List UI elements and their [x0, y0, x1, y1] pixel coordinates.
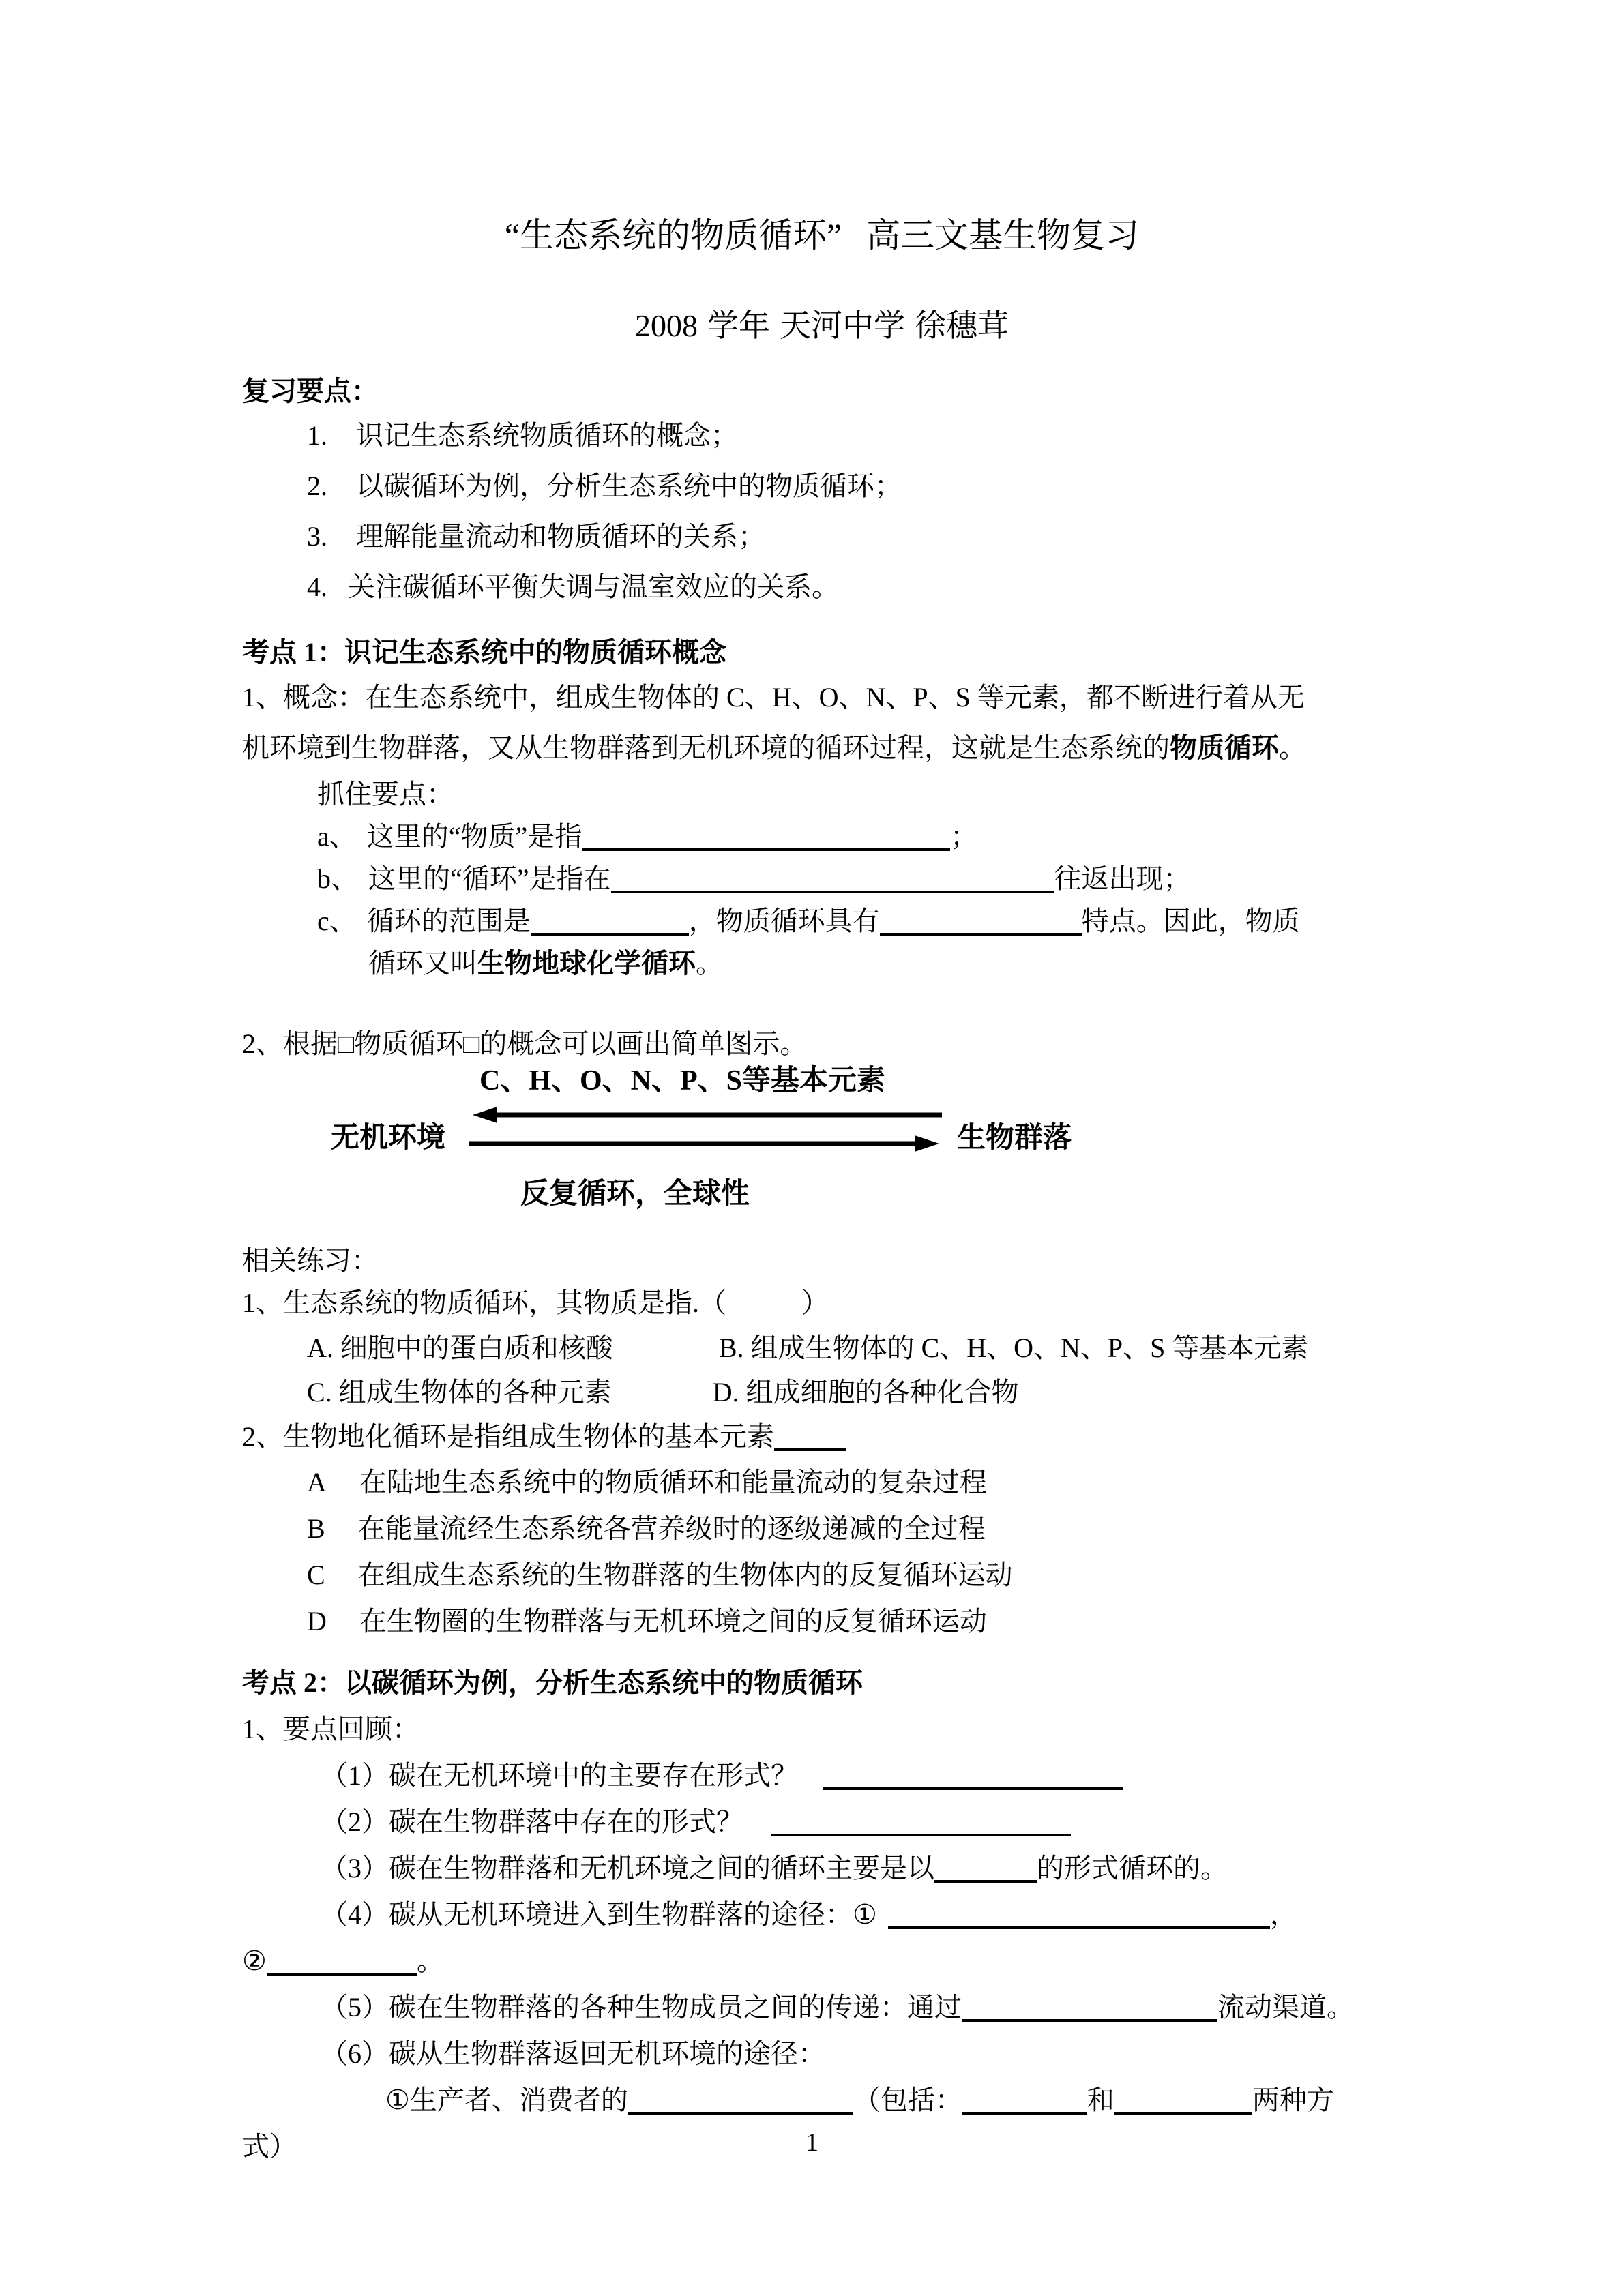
recall-item-4-line-2: ② 。 [242, 1945, 444, 1976]
diagram-node-abiotic-environment: 无机环境 [331, 1122, 446, 1154]
answer-blank [962, 1992, 1217, 2022]
answer-blank [582, 821, 950, 851]
answer-blank [962, 2085, 1087, 2115]
key-point-b: b、 这里的“循环”是指在 往返出现； [317, 863, 1191, 894]
concept-paragraph-line-2: 机环境到生物群落，又从生物群落到无机环境的循环过程，这就是生态系统的物质循环。 [242, 732, 1306, 763]
question-2-option-b: B 在能量流经生态系统各营养级时的逐级递减的全过程 [307, 1513, 986, 1544]
concept-paragraph-line-1: 1、概念：在生态系统中，组成生物体的 C、H、O、N、P、S 等元素，都不断进行着从无 [242, 682, 1305, 713]
answer-blank [1114, 2085, 1252, 2115]
answer-blank [628, 2085, 853, 2115]
answer-blank [823, 1760, 1123, 1790]
page-content [242, 0, 1402, 2170]
diagram-intro-line: 2、根据□物质循环□的概念可以画出简单图示。 [242, 1028, 808, 1059]
key-point-c-line-2: 循环又叫生物地球化学循环。 [368, 948, 723, 979]
exam-point-2-header: 考点 2：以碳循环为例，分析生态系统中的物质循环 [242, 1667, 863, 1698]
question-1: 1、生态系统的物质循环，其物质是指.（ ） [242, 1287, 829, 1318]
question-2: 2、生物地化循环是指组成生物体的基本元素 [242, 1414, 1402, 1459]
recall-header: 1、要点回顾： [242, 1714, 419, 1744]
question-1-options-row-2: C. 组成生物体的各种元素 D. 组成细胞的各种化合物 [307, 1377, 1019, 1407]
answer-blank [771, 1806, 1071, 1836]
diagram-cycle-label: 反复循环，全球性 [520, 1178, 750, 1210]
page-number: 1 [806, 2128, 818, 2157]
key-point-c-line-1: c、 循环的范围是 ，物质循环具有 特点。因此，物质 [317, 906, 1300, 936]
answer-blank [934, 1853, 1037, 1883]
recall-item-5: （5）碳在生物群落的各种生物成员之间的传递：通过 流动渠道。 [321, 1992, 1354, 2023]
recall-item-6-sub-1-line-1: ①生产者、消费者的 （包括： 和 两种方 [385, 2085, 1334, 2115]
review-points-header: 复习要点： [242, 376, 379, 406]
question-2-option-c: C 在组成生态系统的生物群落的生物体内的反复循环运动 [307, 1560, 1013, 1590]
recall-item-6-sub-1-line-2: 式） [242, 2131, 297, 2162]
review-item-1: 1. 识记生态系统物质循环的概念； [307, 420, 738, 451]
answer-blank [267, 1945, 417, 1976]
recall-item-1: （1）碳在无机环境中的主要存在形式？ [242, 1753, 1402, 1799]
document-title: “生态系统的物质循环” 高三文基生物复习 [504, 216, 1140, 254]
review-item-2: 2. 以碳循环为例，分析生态系统中的物质循环； [307, 471, 902, 501]
recall-item-2: （2）碳在生物群落中存在的形式？ [242, 1799, 1402, 1845]
question-1-options-row-1: A. 细胞中的蛋白质和核酸 B. 组成生物体的 C、H、O、N、P、S 等基本元素 [307, 1332, 1309, 1363]
answer-blank [888, 1899, 1270, 1929]
key-point-a: a、 这里的“物质”是指 ； [317, 821, 978, 852]
recall-item-3: （3）碳在生物群落和无机环境之间的循环主要是以 的形式循环的。 [321, 1853, 1228, 1883]
diagram-elements-label: C、H、O、N、P、S等基本元素 [479, 1065, 886, 1097]
answer-blank [880, 906, 1082, 936]
grasp-key-points-label: 抓住要点： [317, 779, 454, 809]
recall-item-6: （6）碳从生物群落返回无机环境的途径： [321, 2038, 825, 2069]
document-subtitle: 2008 学年 天河中学 徐穗茸 [635, 308, 1009, 343]
answer-blank [531, 906, 689, 936]
related-exercises-header: 相关练习： [242, 1245, 379, 1276]
review-item-3: 3. 理解能量流动和物质循环的关系； [307, 521, 765, 552]
matter-cycle-diagram [242, 1065, 1402, 1222]
question-2-option-a: A 在陆地生态系统中的物质循环和能量流动的复杂过程 [307, 1467, 987, 1497]
answer-blank [774, 1421, 846, 1451]
diagram-node-biotic-community: 生物群落 [957, 1122, 1072, 1154]
question-2-option-d: D 在生物圈的生物群落与无机环境之间的反复循环运动 [307, 1606, 987, 1637]
arrow-left-icon [473, 1106, 942, 1124]
arrow-right-icon [469, 1135, 939, 1152]
recall-item-4-line-1: （4）碳从无机环境进入到生物群落的途径：① ， [321, 1899, 1297, 1930]
review-item-4: 4. 关注碳循环平衡失调与温室效应的关系。 [307, 571, 839, 602]
answer-blank [611, 863, 1054, 893]
exam-point-1-header: 考点 1：识记生态系统中的物质循环概念 [242, 637, 726, 668]
